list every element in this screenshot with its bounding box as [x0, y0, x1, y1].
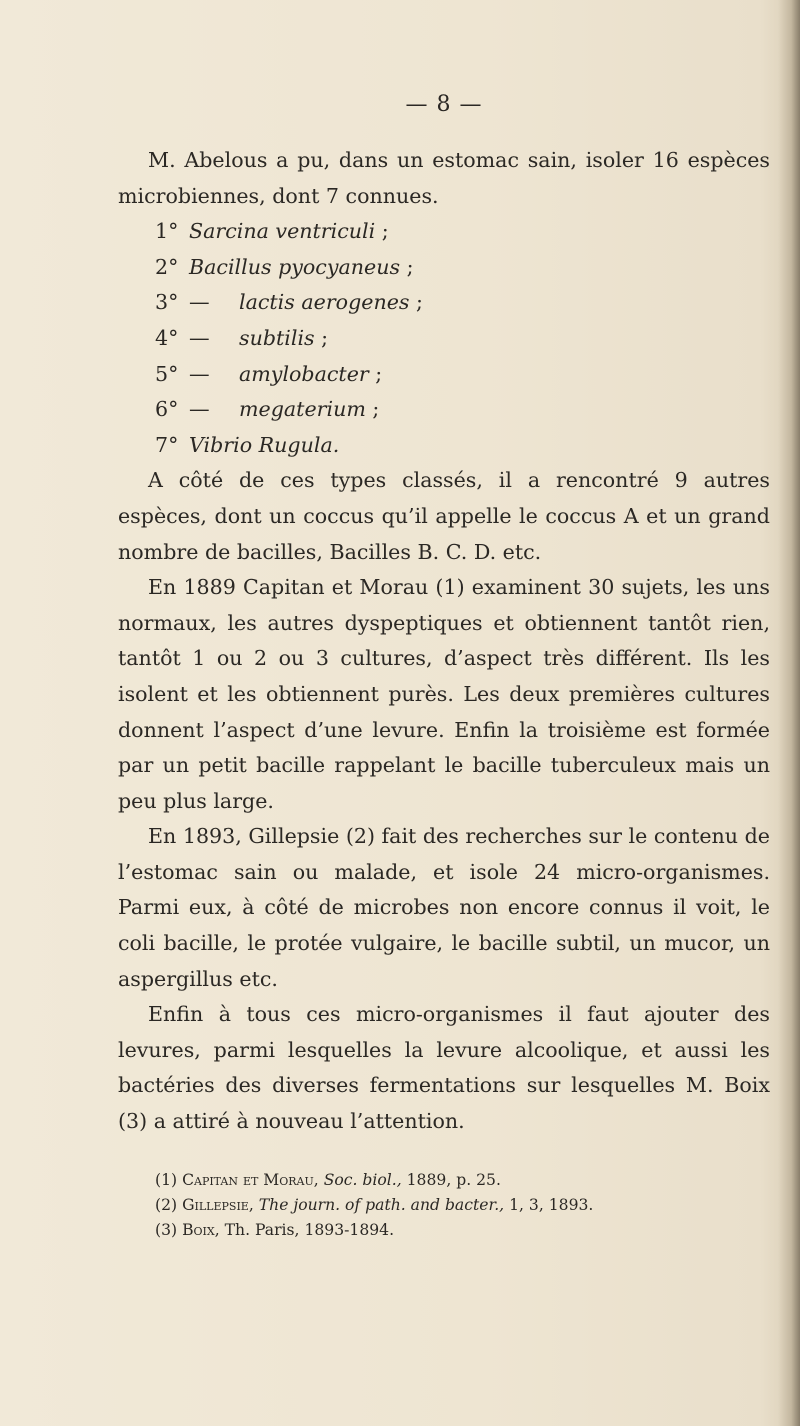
list-number: 6° [155, 397, 179, 422]
list-punct: ; [314, 325, 329, 350]
species-name: Vibrio Rugula. [189, 432, 340, 457]
footnote-author: Gillepsie, [182, 1195, 254, 1214]
species-name: megaterium [239, 397, 366, 422]
footnote-marker: (3) [155, 1220, 178, 1239]
body-paragraph: En 1889 Capitan et Morau (1) examinent 30 sujets, les uns normaux, les autres dyspeptiques et obtiennent tantôt rien, tantôt 1 ou 2 ou 3 cultures, d’aspect très différent. Ils les isolent et les obtiennent purès. Les deux premières cultures donnent l’aspect d’une levure. Enfin la troisième est formée par un petit bacille rappelant le bacille tuberculeux mais un peu plus large. [118, 575, 770, 813]
list-item [155, 321, 770, 357]
list-punct: ; [365, 397, 380, 422]
footnotes [118, 1168, 770, 1243]
footnote [155, 1218, 770, 1243]
footnote-details: 1, 3, 1893. [504, 1195, 594, 1214]
footnote [155, 1168, 770, 1193]
list-number: 1° [155, 219, 179, 244]
list-punct: ; [368, 361, 383, 386]
list-number: 3° [155, 290, 179, 315]
body-paragraph: En 1893, Gillepsie (2) fait des recherches sur le contenu de l’estomac sain ou malade, et isole 24 micro-organismes. Parmi eux, à côté de microbes non encore connus il voit, le coli bacille, le protée vulgaire, le bacille subtil, un mucor, un aspergillus etc. [118, 824, 770, 991]
list-item [155, 357, 770, 393]
body-paragraph: A côté de ces types classés, il a rencontré 9 autres espèces, dont un coccus qu’il appelle le coccus A et un grand nombre de bacilles, Bacilles B. C. D. etc. [118, 468, 770, 564]
list-item [155, 214, 770, 250]
list-number: 4° [155, 325, 179, 350]
list-punct: ; [375, 219, 389, 244]
list-item [155, 285, 770, 321]
species-name: lactis aerogenes [239, 290, 410, 315]
intro-paragraph: M. Abelous a pu, dans un estomac sain, isoler 16 espèces microbiennes, dont 7 connues. [118, 148, 770, 208]
species-name: subtilis [239, 325, 315, 350]
list-number: 2° [155, 254, 179, 279]
page-content [118, 40, 770, 1243]
species-name: Sarcina ventriculi [189, 219, 376, 244]
footnote-marker: (2) [155, 1195, 178, 1214]
species-list [118, 214, 770, 463]
footnote-author: Capitan et Morau, [182, 1170, 319, 1189]
list-punct: ; [409, 290, 423, 315]
list-number: 7° [155, 432, 179, 457]
ditto-dash: — [189, 325, 210, 350]
page-number: — 8 — [405, 92, 483, 117]
ditto-dash: — [189, 290, 210, 315]
species-name: amylobacter [239, 361, 369, 386]
list-item [155, 250, 770, 286]
species-name: Bacillus pyocyaneus [189, 254, 401, 279]
footnote [155, 1193, 770, 1218]
ditto-dash: — [189, 397, 210, 422]
ditto-dash: — [189, 361, 210, 386]
list-number: 5° [155, 361, 179, 386]
page-edge-shadow [778, 0, 800, 1426]
footnote-work: The journ. of path. and bacter., [258, 1195, 505, 1214]
footnote-details: Th. Paris, 1893-1894. [224, 1220, 395, 1239]
list-punct: ; [400, 254, 414, 279]
footnote-marker: (1) [155, 1170, 178, 1189]
footnote-details: 1889, p. 25. [401, 1170, 501, 1189]
footnote-author: Boix, [182, 1220, 220, 1239]
list-item [155, 428, 770, 464]
body-paragraph: Enfin à tous ces micro-organismes il faut ajouter des levures, parmi lesquelles la levure alcoolique, et aussi les bactéries des diverses fermentations sur lesquelles M. Boix (3) a attiré à nouveau l’attention. [118, 1002, 770, 1134]
list-item [155, 392, 770, 428]
footnote-work: Soc. biol., [323, 1170, 402, 1189]
